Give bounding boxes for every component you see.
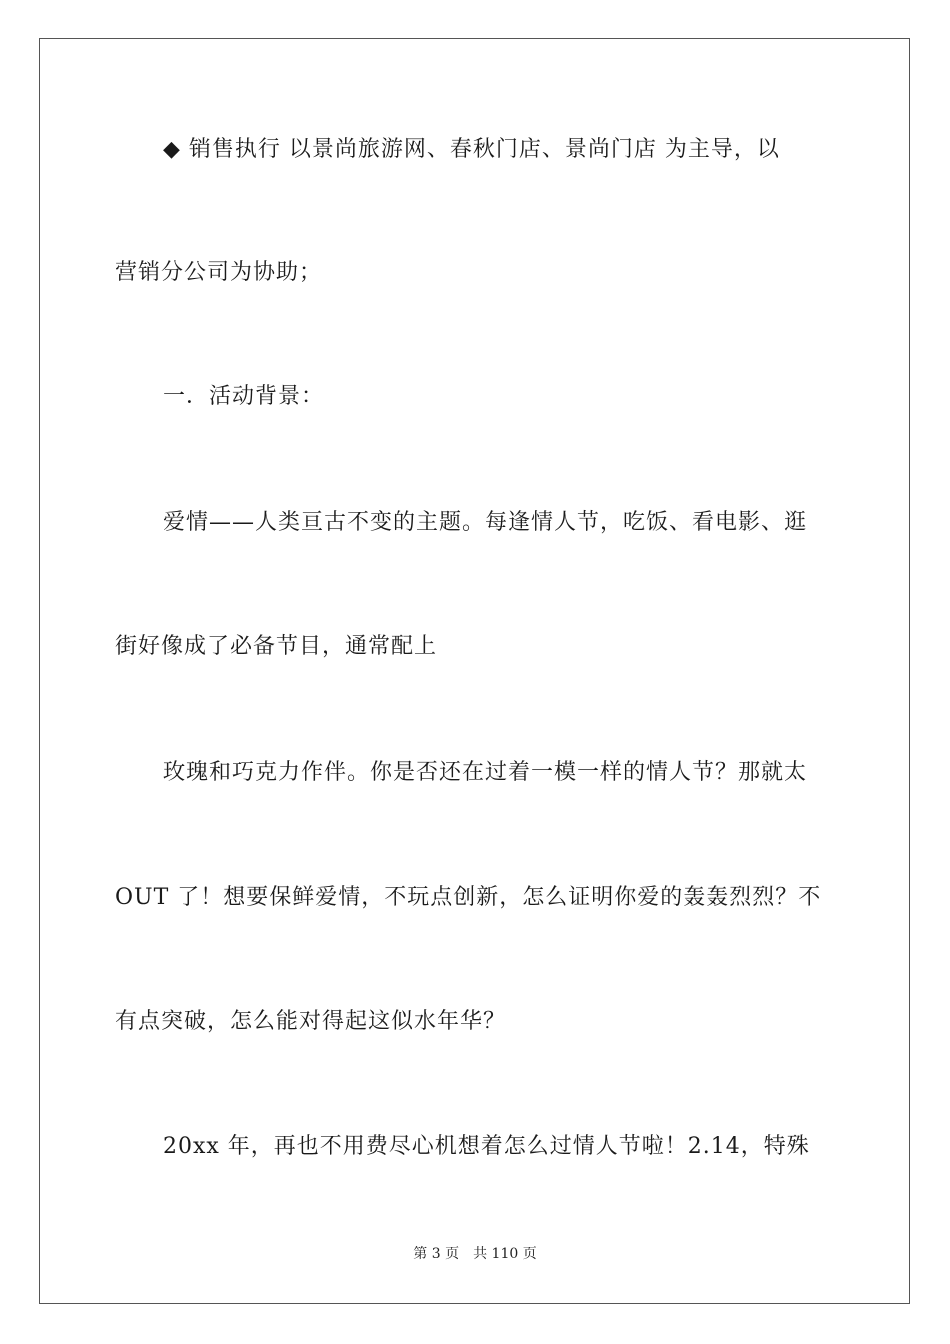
paragraph-sales-execution-line-2: 营销分公司为协助； bbox=[115, 260, 323, 285]
total-pages: 共 110 页 bbox=[473, 1246, 537, 1262]
paragraph-rose-line-2: OUT 了！想要保鲜爱情，不玩点创新，怎么证明你爱的轰轰烈烈？不 bbox=[115, 885, 822, 910]
page-border bbox=[39, 38, 910, 1304]
paragraph-20xx-line-1: 20xx 年，再也不用费尽心机想着怎么过情人节啦！2.14，特殊 bbox=[163, 1134, 810, 1159]
paragraph-love-line-1: 爱情——人类亘古不变的主题。每逢情人节，吃饭、看电影、逛 bbox=[163, 510, 808, 535]
page-footer bbox=[0, 1245, 950, 1263]
section-heading-background: 一．活动背景： bbox=[163, 384, 325, 409]
paragraph-rose-line-1: 玫瑰和巧克力作伴。你是否还在过着一模一样的情人节？那就太 bbox=[163, 760, 808, 785]
paragraph-sales-execution-line-1: ◆ 销售执行 以景尚旅游网、春秋门店、景尚门店 为主导，以 bbox=[163, 137, 780, 162]
paragraph-love-line-2: 街好像成了必备节目，通常配上 bbox=[115, 634, 438, 659]
paragraph-rose-line-3: 有点突破，怎么能对得起这似水年华？ bbox=[115, 1009, 507, 1034]
page-number: 第 3 页 bbox=[413, 1246, 460, 1262]
